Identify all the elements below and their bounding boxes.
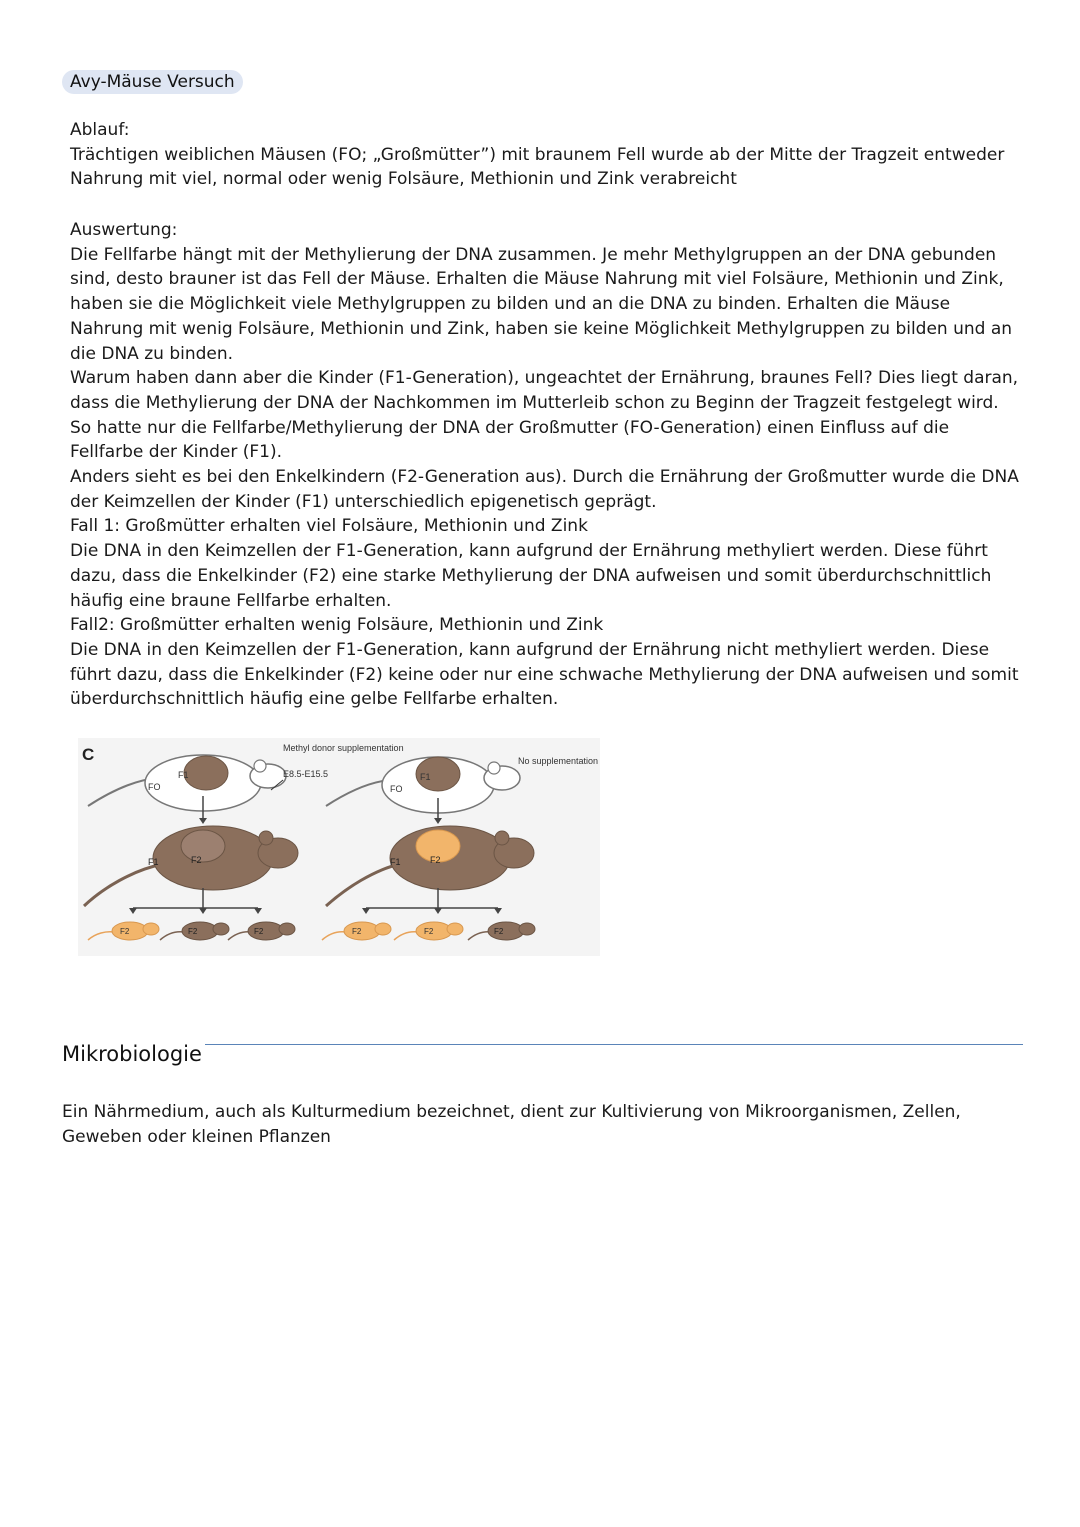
auswertung-heading: Auswertung: (70, 220, 178, 240)
ablauf-heading: Ablauf: (70, 120, 130, 140)
section-title-mikrobiologie: Mikrobiologie (62, 1042, 202, 1066)
ablauf-section (70, 118, 1020, 192)
mikro-text: Ein Nährmedium, auch als Kulturmedium bezeichnet, dient zur Kultivierung von Mikroorganismen, Zellen, Geweben oder kleinen Pflanzen (62, 1102, 961, 1147)
mouse-body (344, 922, 380, 940)
embryo-f1 (184, 756, 228, 790)
page-title: Avy-Mäuse Versuch (62, 70, 243, 94)
mouse-body (112, 922, 148, 940)
label-f2: F2 (430, 855, 441, 865)
ablauf-text: Trächtigen weiblichen Mäusen (FO; „Großmütter”) mit braunem Fell wurde ab der Mitte der Tragzeit entweder Nahrung mit viel, normal oder wenig Folsäure, Methionin und Zink verabreicht (70, 144, 1005, 190)
panel-letter: C (82, 745, 95, 764)
label-f2: F2 (424, 927, 434, 936)
auswertung-paragraph: Die DNA in den Keimzellen der F1-Generation, kann aufgrund der Ernährung nicht methyliert werden. Diese führt dazu, dass die Enkelkinder (F2) keine oder nur eine schwache Methylierung der DNA aufweisen und somit überdurchschnittlich häufig eine gelbe Fellfarbe erhalten. (70, 639, 1019, 710)
label-f1: F1 (390, 857, 401, 867)
section-divider (205, 1044, 1023, 1045)
mouse-body (416, 922, 452, 940)
label-f2: F2 (494, 927, 504, 936)
mouse-head (519, 923, 535, 935)
mouse-head (143, 923, 159, 935)
label-f0: FO (390, 784, 403, 794)
label-f1: F1 (178, 770, 189, 780)
auswertung-paragraph: Warum haben dann aber die Kinder (F1-Generation), ungeachtet der Ernährung, braunes Fell? Dies liegt daran, dass die Methylierung der DNA der Nachkommen im Mutterleib schon zu Beginn der Tragzeit festgelegt wird. So hatte nur die Fellfarbe/Methylierung der DNA der Großmutter (FO-Generation) einen Einfluss auf die Fellfarbe der Kinder (F1). (70, 368, 1019, 463)
case-2-heading: Fall2: Großmütter erhalten wenig Folsäure, Methionin und Zink (70, 615, 604, 636)
label-f2: F2 (352, 927, 362, 936)
mouse-ear (259, 831, 273, 845)
mouse-generations-figure (78, 738, 600, 956)
mouse-ear (488, 762, 500, 774)
mikro-section (62, 1100, 1022, 1149)
auswertung-paragraph: Die DNA in den Keimzellen der F1-Generation, kann aufgrund der Ernährung methyliert werden. Diese führt dazu, dass die Enkelkinder (F2) eine starke Methylierung der DNA aufweisen und somit überdurchschnittlich häufig eine braune Fellfarbe erhalten. (70, 541, 992, 611)
right-condition-label: No supplementation (518, 756, 599, 766)
mouse-head (279, 923, 295, 935)
mouse-ear (254, 760, 266, 772)
mouse-head (447, 923, 463, 935)
auswertung-paragraph: Anders sieht es bei den Enkelkindern (F2-Generation aus). Durch die Ernährung der Großmutter wurde die DNA der Keimzellen der Kinder (F1) unterschiedlich epigenetisch geprägt. (70, 467, 1019, 512)
auswertung-paragraph: Die Fellfarbe hängt mit der Methylierung der DNA zusammen. Je mehr Methylgruppen an der DNA gebunden sind, desto brauner ist das Fell der Mäuse. Erhalten die Mäuse Nahrung mit viel Folsäure, Methionin und Zink, haben sie die Möglichkeit viele Methylgruppen zu bilden und an die DNA zu binden. Erhalten die Mäuse Nahrung mit wenig Folsäure, Methionin und Zink, haben sie keine Möglichkeit Methylgruppen zu bilden und an die DNA zu binden. (70, 244, 1013, 364)
auswertung-section (70, 218, 1020, 712)
mouse-head (213, 923, 229, 935)
mouse-ear (495, 831, 509, 845)
label-f0: FO (148, 782, 161, 792)
label-f1: F1 (420, 772, 431, 782)
embryo-f2 (181, 830, 225, 862)
label-f2: F2 (120, 927, 130, 936)
left-condition-label: Methyl donor supplementation (283, 743, 404, 753)
case-1-heading: Fall 1: Großmütter erhalten viel Folsäure, Methionin und Zink (70, 516, 588, 537)
left-condition-time: E8.5-E15.5 (283, 769, 329, 779)
label-f2: F2 (191, 855, 202, 865)
label-f2: F2 (254, 927, 264, 936)
label-f1: F1 (148, 857, 159, 867)
label-f2: F2 (188, 927, 198, 936)
mouse-head (375, 923, 391, 935)
